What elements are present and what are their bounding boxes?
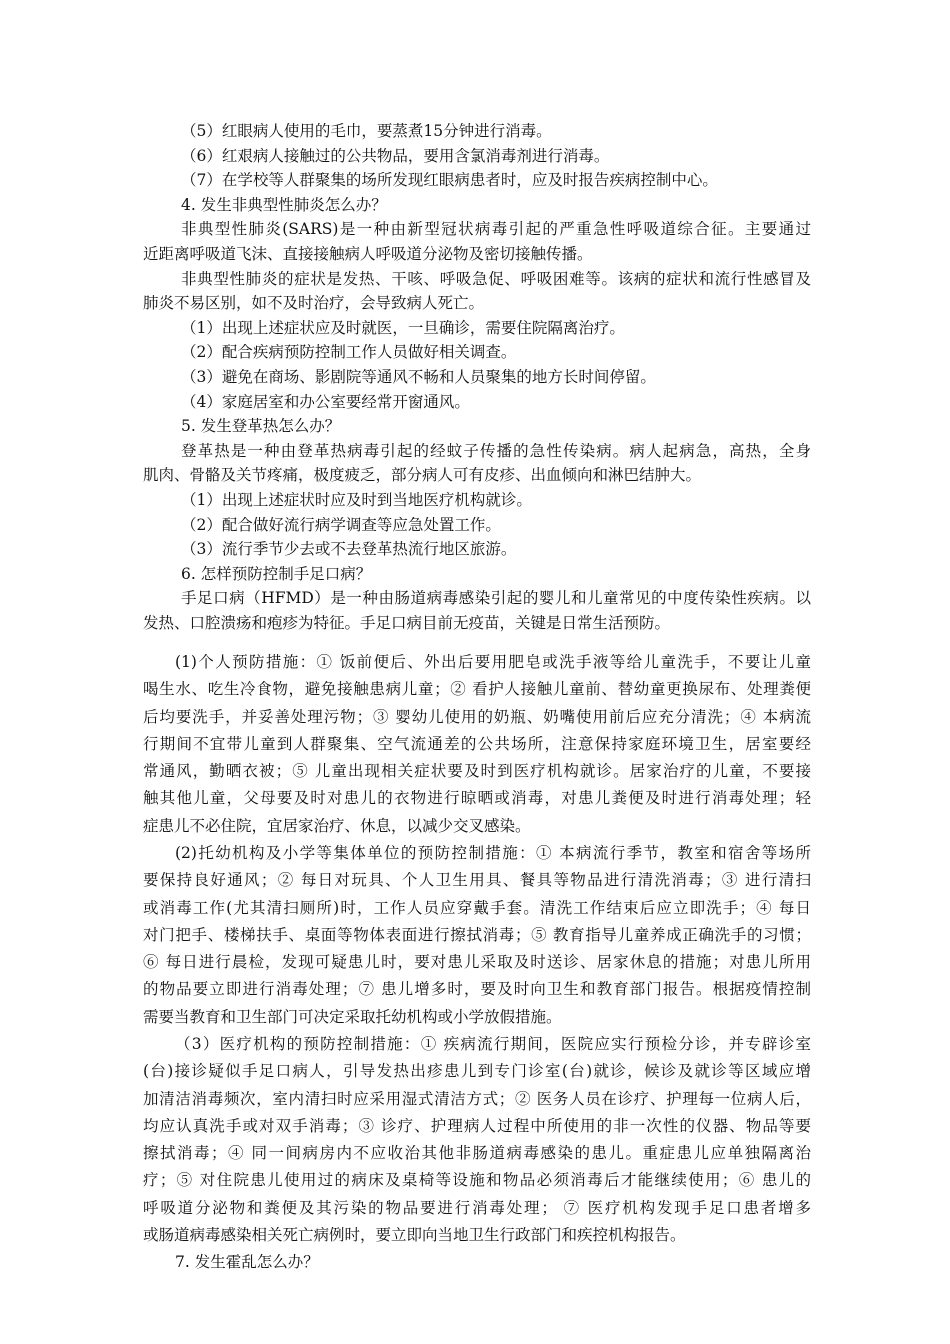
text-line: （3）避免在商场、影剧院等通风不畅和人员聚集的地方长时间停留。	[181, 367, 656, 386]
text-line: 发热、口腔溃疡和疱疹为特征。手足口病目前无疫苗，关键是日常生活预防。	[143, 613, 671, 632]
text-block-personal-measures	[143, 649, 811, 840]
section-heading: 6. 怎样预防控制手足口病？	[181, 564, 372, 583]
text-line: 近距离呼吸道飞沫、直接接触病人呼吸道分泌物及密切接触传播。	[143, 244, 593, 263]
text-line: 肺炎不易区别，如不及时治疗，会导致病人死亡。	[143, 294, 485, 313]
text-line: 非典型性肺炎(SARS)是一种由新型冠状病毒引起的严重急性呼吸道综合征。主要通过	[181, 220, 811, 239]
text-line: 手足口病（HFMD）是一种由肠道病毒感染引起的婴儿和儿童常见的中度传染性疾病。以	[181, 589, 811, 608]
text-block-1	[143, 119, 811, 635]
section-heading: 4. 发生非典型性肺炎怎么办？	[181, 195, 387, 214]
text-line: 的物品要立即进行消毒处理；⑦ 患儿增多时，要及时向卫生和教育部门报告。根据疫情控制	[143, 980, 811, 999]
text-line: 肌肉、骨骼及关节疼痛，极度疲乏，部分病人可有皮疹、出血倾向和淋巴结肿大。	[143, 466, 702, 485]
text-line: 擦拭消毒；④ 同一间病房内不应收治其他非肠道病毒感染的患儿。重症患儿应单独隔离治	[143, 1144, 811, 1163]
text-line: 呼吸道分泌物和粪便及其污染的物品要进行消毒处理； ⑦ 医疗机构发现手足口患者增多	[143, 1198, 811, 1217]
text-line: （2）配合做好流行病学调查等应急处置工作。	[181, 515, 501, 534]
text-line: 常通风，勤晒衣被；⑤ 儿童出现相关症状要及时到医疗机构就诊。居家治疗的儿童，不要接	[143, 762, 811, 781]
text-line: 非典型性肺炎的症状是发热、干咳、呼吸急促、呼吸困难等。该病的症状和流行性感冒及	[181, 269, 811, 288]
text-line: （4）家庭居室和办公室要经常开窗通风。	[181, 392, 470, 411]
text-line: （5）红眼病人使用的毛巾，要蒸煮15分钟进行消毒。	[181, 122, 552, 140]
text-line: （1）出现上述症状应及时就医，一旦确诊，需要住院隔离治疗。	[181, 318, 625, 337]
text-line: 登革热是一种由登革热病毒引起的经蚊子传播的急性传染病。病人起病急，高热，全身	[181, 441, 811, 460]
text-line: (1)个人预防措施：① 饭前便后、外出后要用肥皂或洗手液等给儿童洗手，不要让儿童	[175, 653, 811, 671]
text-block-medical-measures	[143, 1031, 811, 1277]
text-line: （3）医疗机构的预防控制措施：① 疾病流行期间，医院应实行预检分诊，并专辟诊室	[175, 1035, 811, 1053]
text-line: 行期间不宜带儿童到人群聚集、空气流通差的公共场所，注意保持家庭环境卫生，居室要经	[143, 734, 811, 753]
text-line: 触其他儿童，父母要及时对患儿的衣物进行晾晒或消毒，对患儿粪便及时进行消毒处理；轻	[143, 789, 811, 808]
text-block-institution-measures	[143, 840, 811, 1031]
text-line: 均应认真洗手或对双手消毒；③ 诊疗、护理病人过程中所使用的非一次性的仪器、物品等要	[143, 1116, 811, 1135]
text-line: （3）流行季节少去或不去登革热流行地区旅游。	[181, 540, 517, 559]
text-line: 喝生水、吃生冷食物，避免接触患病儿童；② 看护人接触儿童前、替幼童更换尿布、处理粪便	[143, 680, 811, 699]
text-line: （7）在学校等人群聚集的场所发现红眼病患者时，应及时报告疾病控制中心。	[181, 171, 718, 190]
text-line: （6）红艰病人接触过的公共物品，要用含氯消毒剂进行消毒。	[181, 146, 610, 165]
text-line: (台)接诊疑似手足口病人，引导发热出疹患儿到专门诊室(台)就诊，候诊及就诊等区域应增	[143, 1062, 811, 1081]
text-line: 疗；⑤ 对住院患儿使用过的病床及桌椅等设施和物品必须消毒后才能继续使用；⑥ 患儿的	[143, 1171, 811, 1190]
text-line: （1）出现上述症状时应及时到当地医疗机构就诊。	[181, 490, 532, 509]
section-heading: 7. 发生霍乱怎么办？	[175, 1253, 319, 1272]
text-line: (2)托幼机构及小学等集体单位的预防控制措施：① 本病流行季节，教室和宿舍等场所	[175, 844, 811, 862]
text-line: ⑥ 每日进行晨检，发现可疑患儿时，要对患儿采取及时送诊、居家休息的措施；对患儿所用	[143, 953, 811, 972]
text-line: 对门把手、楼梯扶手、桌面等物体表面进行擦拭消毒；⑤ 教育指导儿童养成正确洗手的习惯；	[143, 925, 811, 944]
text-line: 后均要洗手，并妥善处理污物；③ 婴幼儿使用的奶瓶、奶嘴使用前后应充分清洗；④ 本病流	[143, 707, 811, 726]
text-line: 或肠道病毒感染相关死亡病例时，要立即向当地卫生行政部门和疾控机构报告。	[143, 1226, 686, 1245]
text-line: 或消毒工作(尤其清扫厕所)时，工作人员应穿戴手套。清洗工作结束后应立即洗手；④ 每日	[143, 898, 811, 917]
text-line: 症患儿不必住院，宜居家治疗、休息，以减少交叉感染。	[143, 816, 531, 835]
text-line: 要保持良好通风；② 每日对玩具、个人卫生用具、餐具等物品进行清洗消毒；③ 进行清扫	[143, 871, 811, 890]
section-heading: 5. 发生登革热怎么办？	[181, 417, 341, 436]
text-line: （2）配合疾病预防控制工作人员做好相关调查。	[181, 343, 517, 362]
text-line: 加清洁消毒频次，室内清扫时应采用湿式清洁方式；② 医务人员在诊疗、护理每一位病人后，	[143, 1089, 811, 1108]
text-line: 需要当教育和卫生部门可决定采取托幼机构或小学放假措施。	[143, 1007, 562, 1026]
